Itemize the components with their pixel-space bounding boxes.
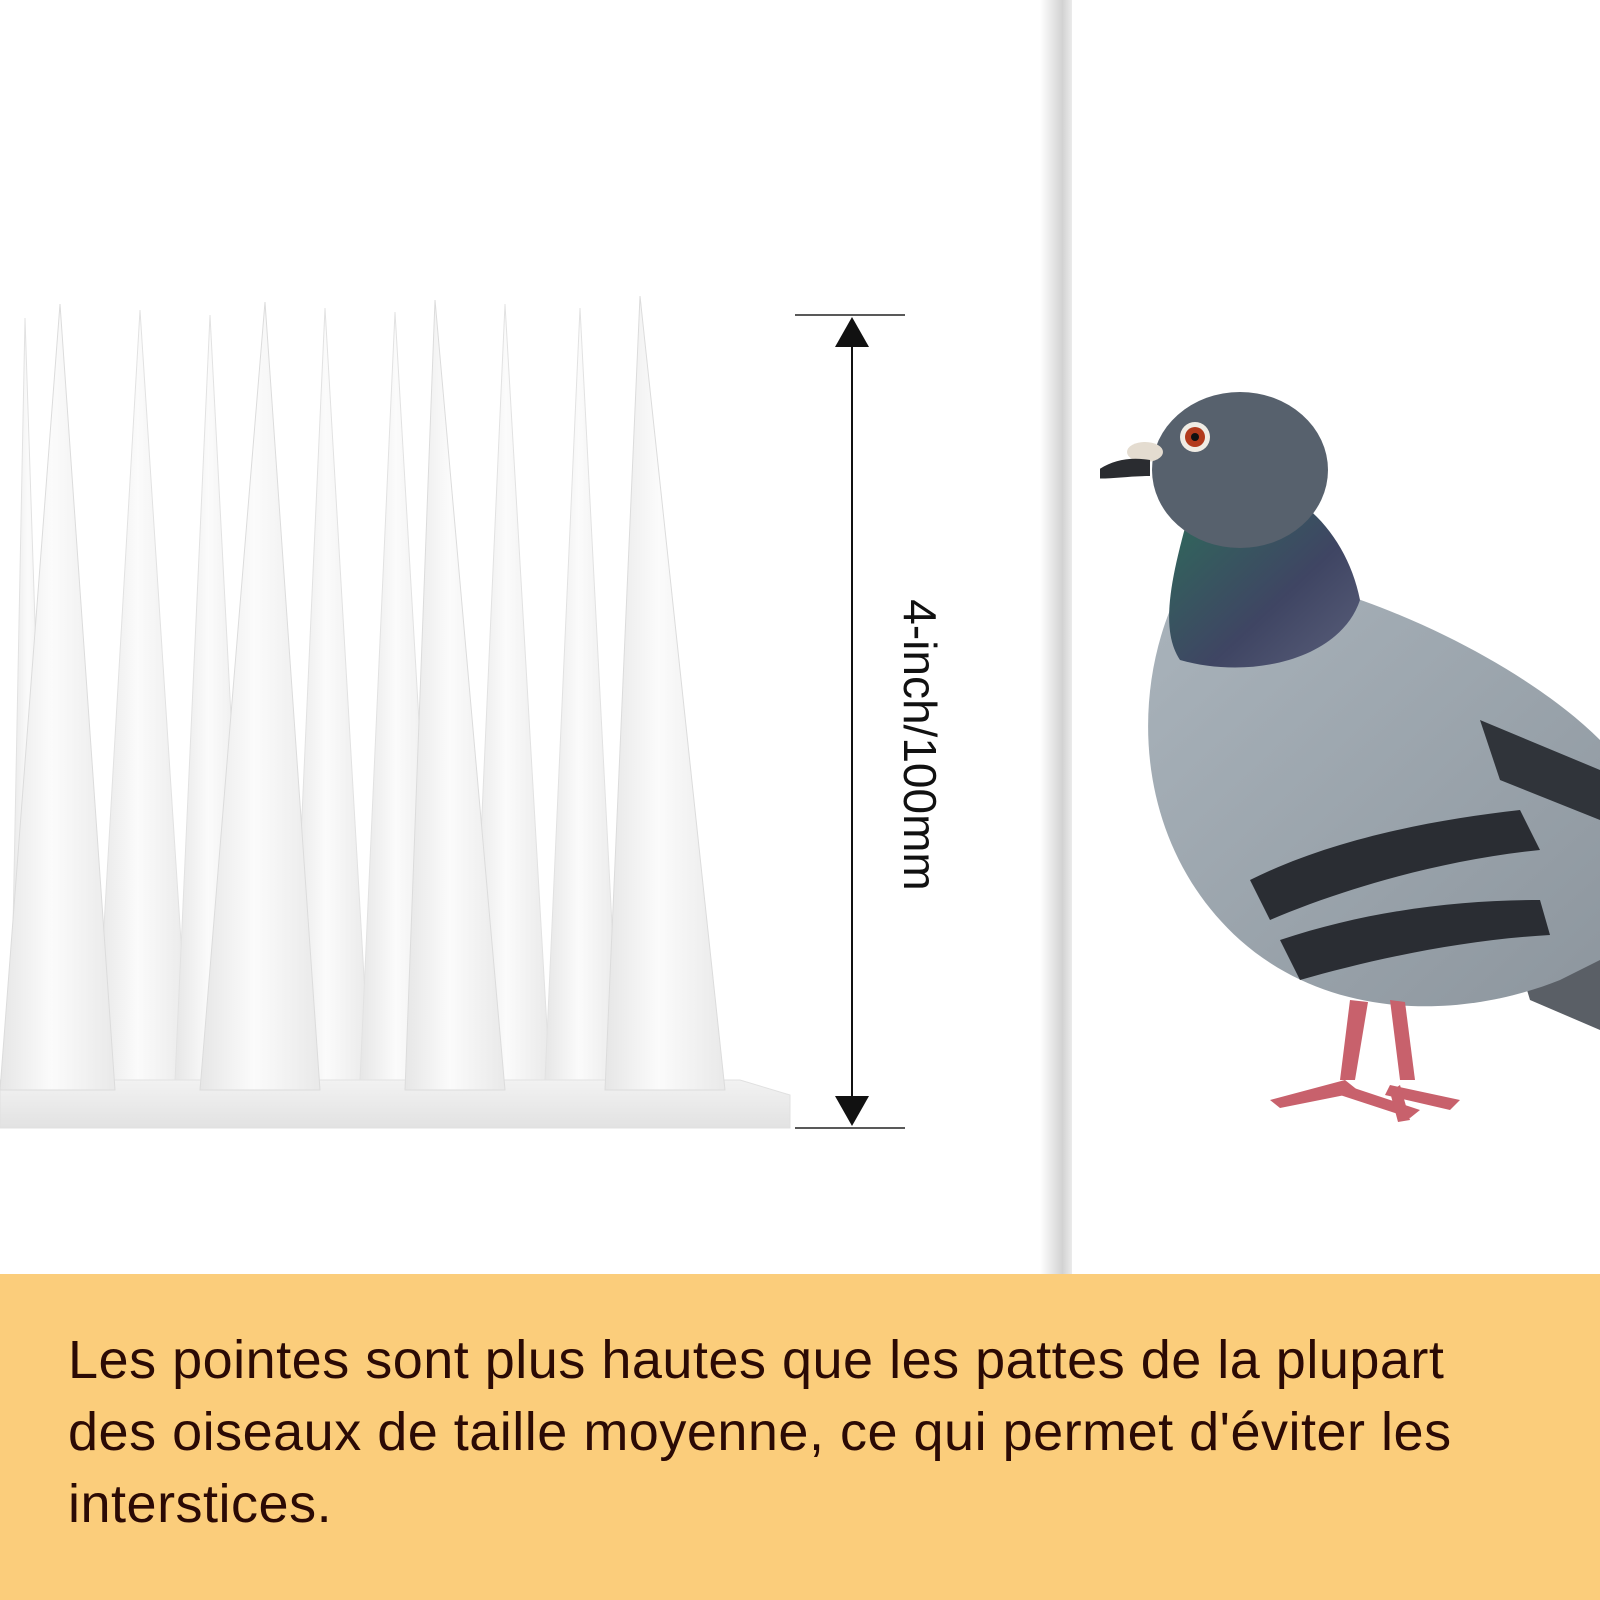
caption-text: Les pointes sont plus hautes que les pattes de la plupart des oiseaux de taille moyenne, ce qui permet d'éviter les interstices. — [68, 1330, 1452, 1534]
caption-banner — [0, 1274, 1600, 1600]
bird-spikes-image — [0, 290, 800, 1140]
height-dimension-arrow — [795, 305, 905, 1135]
pigeon-image — [1100, 380, 1600, 1140]
height-dimension-label: 4-inch/100mm — [894, 599, 946, 891]
panel-divider — [1040, 0, 1072, 1274]
